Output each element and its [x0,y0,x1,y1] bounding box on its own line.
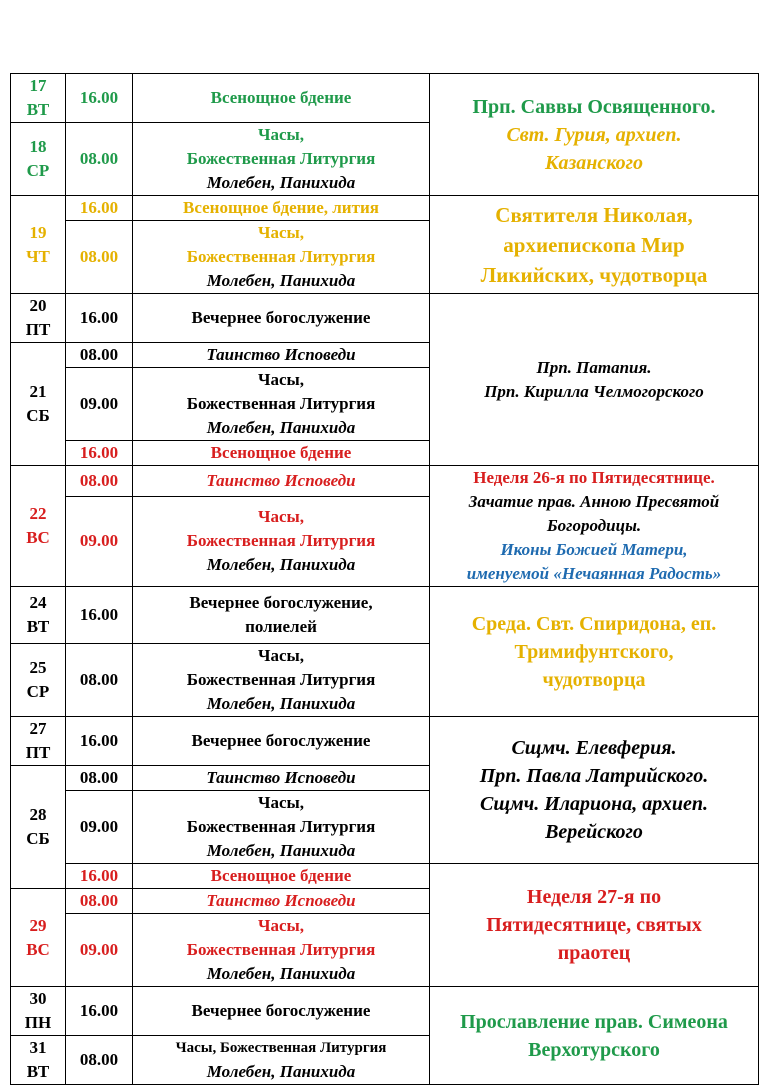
day-cell: 30 ПН [11,987,66,1036]
time-cell: 08.00 [66,466,133,497]
day-cell: 31 ВТ [11,1036,66,1085]
time-cell: 09.00 [66,368,133,441]
day-cell: 22 ВС [11,466,66,587]
day-cell: 27 ПТ [11,717,66,766]
table-row [11,74,759,123]
day-cell: 19 ЧТ [11,196,66,294]
time-cell: 08.00 [66,343,133,368]
schedule-table [10,73,759,1085]
day-cell: 29 ВС [11,889,66,987]
service-cell: Часы, Божественная Литургия Молебен, Панихида [133,221,430,294]
day-cell: 18 СР [11,123,66,196]
time-cell: 16.00 [66,587,133,644]
feast-cell: Прп. Патапия. Прп. Кирилла Челмогорского [430,294,759,466]
time-cell: 09.00 [66,791,133,864]
service-cell: Часы, Божественная Литургия Молебен, Панихида [133,496,430,586]
service-cell: Вечернее богослужение [133,294,430,343]
time-cell: 16.00 [66,294,133,343]
time-cell: 08.00 [66,766,133,791]
service-cell: Часы, Божественная Литургия Молебен, Панихида [133,1036,430,1085]
service-cell: Таинство Исповеди [133,466,430,497]
service-cell: Часы, Божественная Литургия Молебен, Панихида [133,791,430,864]
service-cell: Вечернее богослужение, полиелей [133,587,430,644]
service-cell: Вечернее богослужение [133,717,430,766]
service-cell: Таинство Исповеди [133,766,430,791]
day-cell: 21 СБ [11,343,66,466]
service-cell: Вечернее богослужение [133,987,430,1036]
service-cell: Всенощное бдение, лития [133,196,430,221]
feast-cell: Неделя 27-я по Пятидесятнице, святых праотец [430,864,759,987]
time-cell: 09.00 [66,914,133,987]
feast-cell: Святителя Николая, архиепископа Мир Ликийских, чудотворца [430,196,759,294]
day-cell: 28 СБ [11,766,66,889]
time-cell: 08.00 [66,123,133,196]
day-cell: 24 ВТ [11,587,66,644]
service-cell: Таинство Исповеди [133,343,430,368]
service-cell: Всенощное бдение [133,864,430,889]
time-cell: 16.00 [66,717,133,766]
feast-cell: Прп. Саввы Освященного. Свт. Гурия, архиеп. Казанского [430,74,759,196]
table-row [11,864,759,889]
service-cell: Часы, Божественная Литургия Молебен, Панихида [133,644,430,717]
time-cell: 08.00 [66,1036,133,1085]
table-row [11,466,759,497]
service-cell: Всенощное бдение [133,74,430,123]
time-cell: 09.00 [66,496,133,586]
time-cell: 16.00 [66,441,133,466]
service-cell: Всенощное бдение [133,441,430,466]
service-cell: Часы, Божественная Литургия Молебен, Панихида [133,914,430,987]
feast-cell: Среда. Свт. Спиридона, еп. Тримифунтского, чудотворца [430,587,759,717]
time-cell: 16.00 [66,74,133,123]
table-row [11,717,759,766]
time-cell: 16.00 [66,196,133,221]
service-cell: Часы, Божественная Литургия Молебен, Панихида [133,123,430,196]
feast-cell: Сщмч. Елевферия. Прп. Павла Латрийского. Сщмч. Илариона, архиеп. Верейского [430,717,759,864]
time-cell: 08.00 [66,889,133,914]
table-row [11,587,759,644]
table-row [11,294,759,343]
day-cell: 20 ПТ [11,294,66,343]
day-cell: 17 ВТ [11,74,66,123]
day-cell: 25 СР [11,644,66,717]
feast-cell: Прославление прав. Симеона Верхотурского [430,987,759,1085]
table-row [11,196,759,221]
time-cell: 16.00 [66,987,133,1036]
table-row [11,987,759,1036]
time-cell: 08.00 [66,221,133,294]
time-cell: 16.00 [66,864,133,889]
feast-cell: Неделя 26-я по Пятидесятнице. Зачатие прав. Анною Пресвятой Богородицы. Иконы Божией Матери, именуемой «Нечаянная Радость» [430,466,759,587]
service-cell: Часы, Божественная Литургия Молебен, Панихида [133,368,430,441]
time-cell: 08.00 [66,644,133,717]
service-cell: Таинство Исповеди [133,889,430,914]
